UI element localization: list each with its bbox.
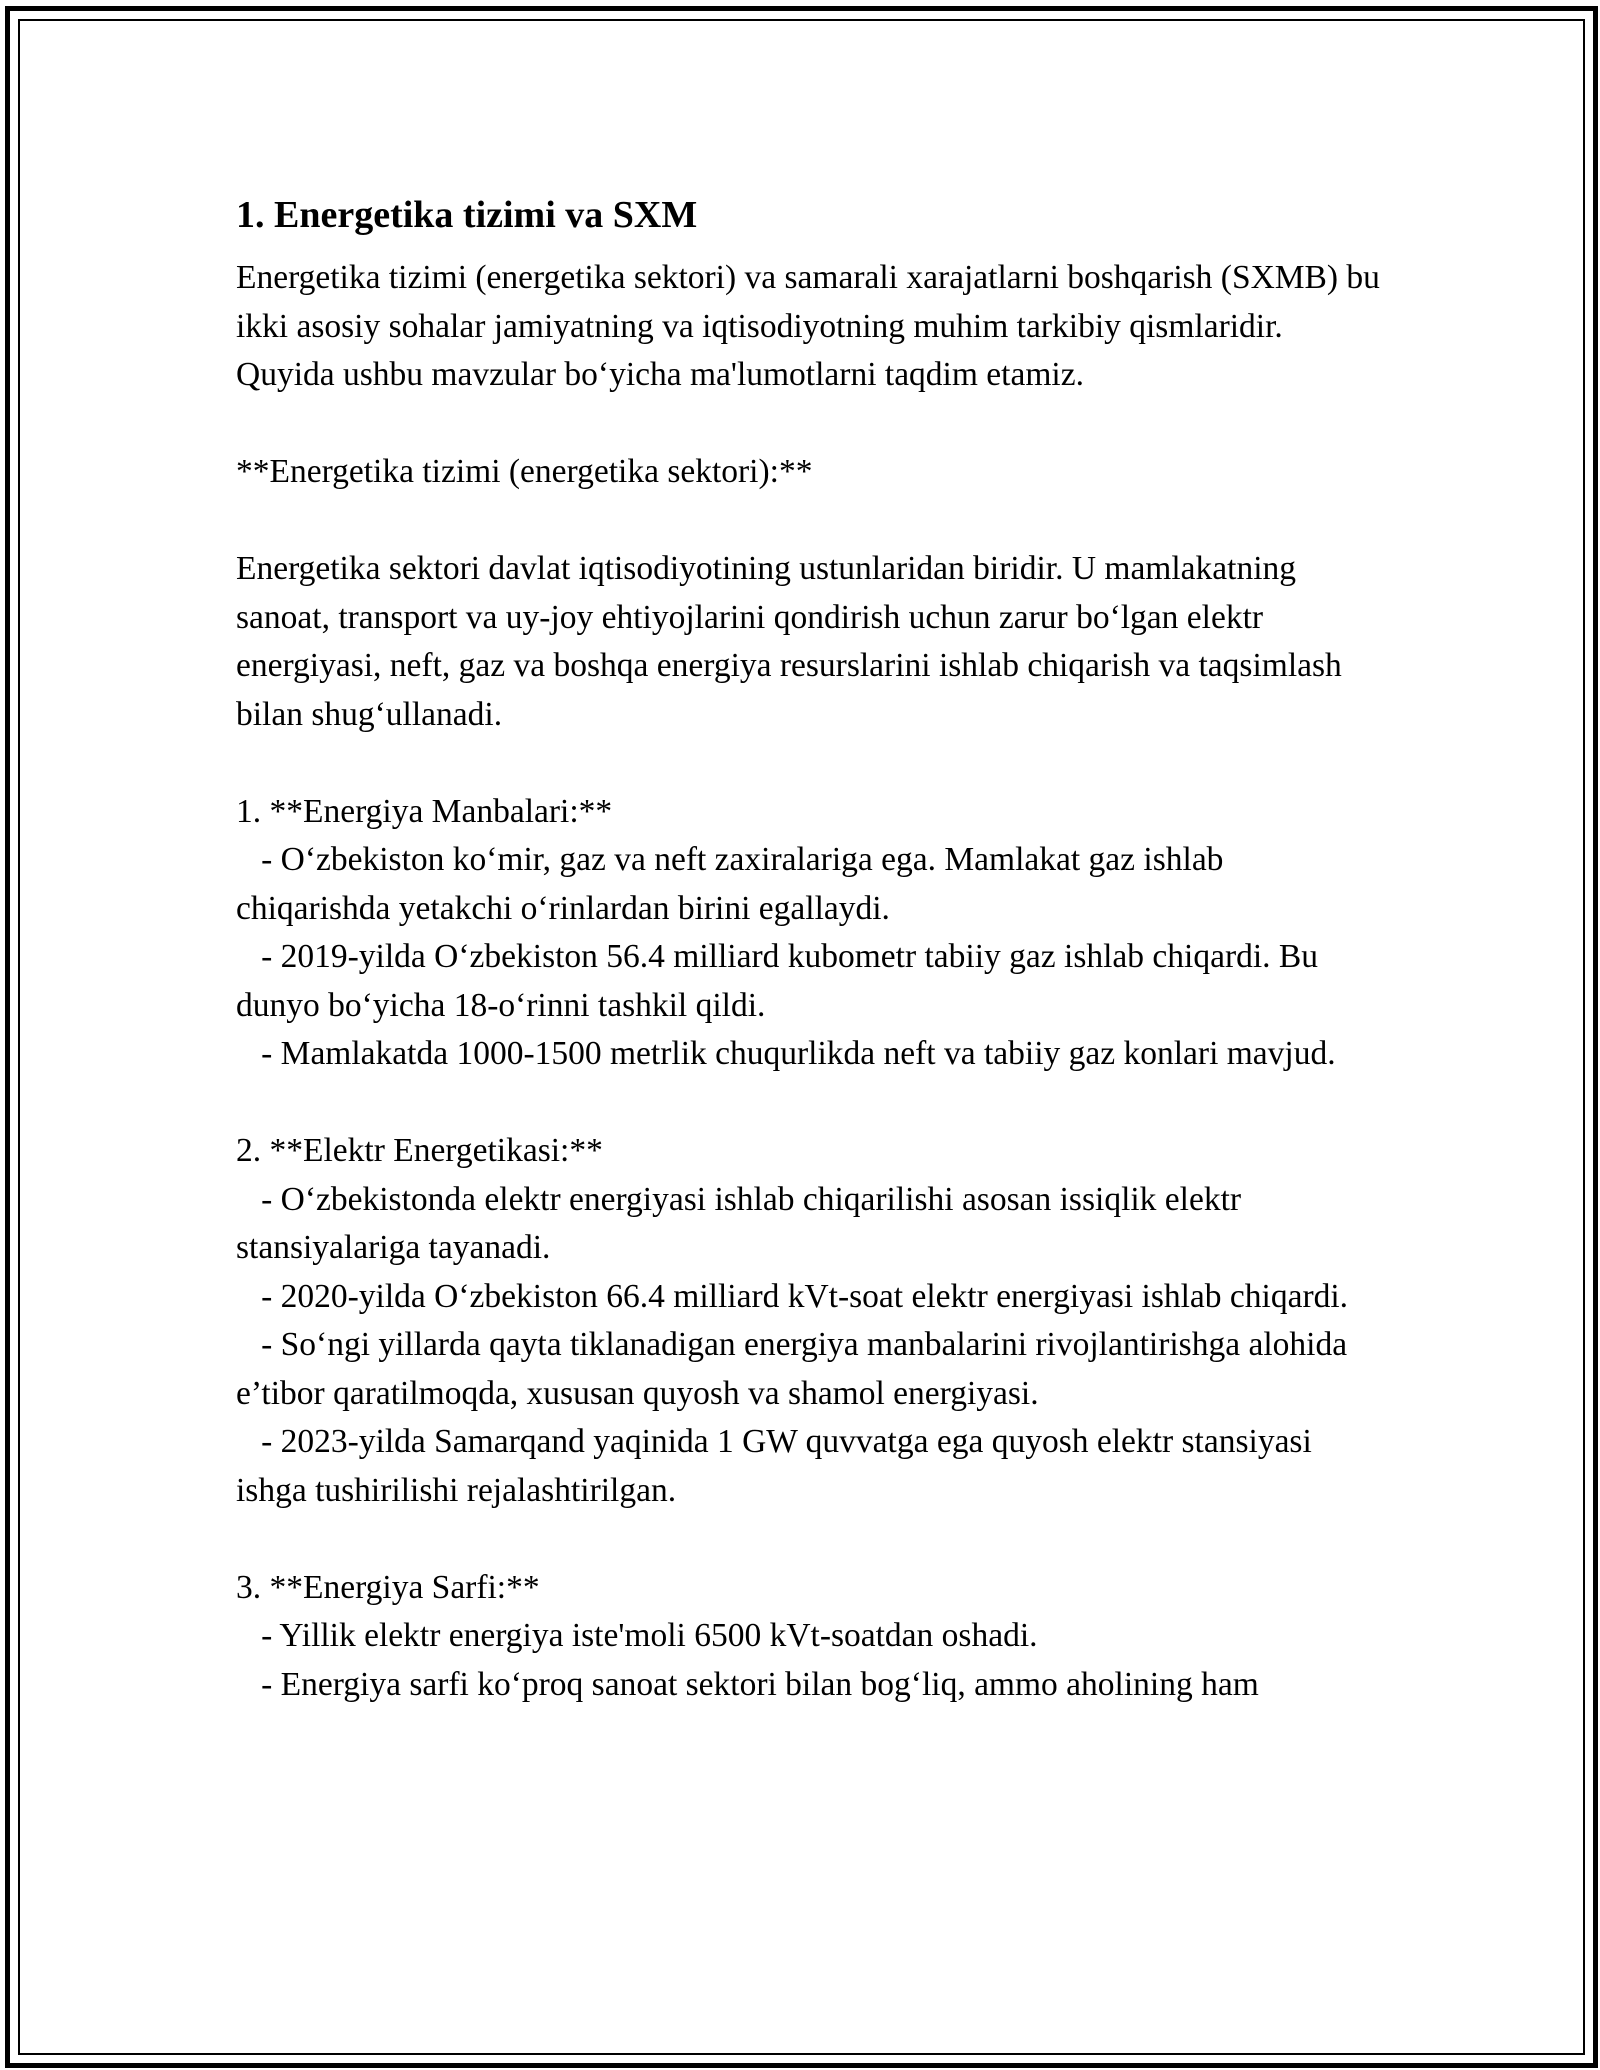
- intro-paragraph: Energetika tizimi (energetika sektori) va samarali xarajatlarni boshqarish (SXMB) bu ikki asosiy sohalar jamiyatning va iqtisodiyotning muhim tarkibiy qismlaridir. Quyida ushbu mavzular bo‘yicha ma'lumotlarni taqdim etamiz.: [236, 259, 1389, 393]
- section-heading: **Energetika tizimi (energetika sektori):**: [236, 453, 813, 490]
- list-item-energy-sources: [236, 788, 1386, 1079]
- paragraph-gap: [236, 1515, 1386, 1564]
- paragraph-gap: [236, 1079, 1386, 1128]
- document-body: [236, 190, 1389, 1709]
- bullet-line: - 2019-yilda O‘zbekiston 56.4 milliard kubometr tabiiy gaz ishlab chiqardi. Bu dunyo bo‘yicha 18-o‘rinni tashkil qildi.: [236, 938, 1327, 1024]
- list-item-heading: 2. **Elektr Energetikasi:**: [236, 1132, 603, 1169]
- paragraph-gap: [236, 739, 1386, 788]
- bullet-line: - Energiya sarfi ko‘proq sanoat sektori bilan bog‘liq, ammo aholining ham: [236, 1665, 1259, 1703]
- bullet-line: - O‘zbekistonda elektr energiyasi ishlab chiqarilishi asosan issiqlik elektr stansiyalariga tayanadi.: [236, 1180, 1250, 1266]
- bullet-line: - O‘zbekiston ko‘mir, gaz va neft zaxiralariga ega. Mamlakat gaz ishlab chiqarishda yetakchi o‘rinlardan birini egallaydi.: [236, 841, 1232, 927]
- list-item-heading: 1. **Energiya Manbalari:**: [236, 792, 613, 830]
- list-item-electric-power: [236, 1127, 1386, 1515]
- paragraph-gap: [236, 400, 1386, 449]
- bullet-line: - So‘ngi yillarda qayta tiklanadigan energiya manbalarini rivojlantirishga alohida e’tibor qaratilmoqda, xususan quyosh va shamol energiyasi.: [236, 1326, 1356, 1412]
- section-paragraph: Energetika sektori davlat iqtisodiyotining ustunlaridan biridir. U mamlakatning sanoat, transport va uy-joy ehtiyojlarini qondirish uchun zarur bo‘lgan elektr energiyasi, neft, gaz va boshqa energiya resurslarini ishlab chiqarish va taqsimlash bilan shug‘ullanadi.: [236, 550, 1351, 733]
- list-item-energy-consumption: [236, 1564, 1386, 1710]
- bullet-line: - Mamlakatda 1000-1500 metrlik chuqurlikda neft va tabiiy gaz konlari mavjud.: [236, 1035, 1336, 1072]
- paragraph-gap: [236, 497, 1386, 546]
- bullet-line: - Yillik elektr energiya iste'moli 6500 kVt-soatdan oshadi.: [236, 1617, 1038, 1654]
- list-item-heading: 3. **Energiya Sarfi:**: [236, 1568, 540, 1606]
- document-title: 1. Energetika tizimi va SXM: [236, 194, 698, 236]
- bullet-line: - 2023-yilda Samarqand yaqinida 1 GW quvvatga ega quyosh elektr stansiyasi ishga tushirilishi rejalashtirilgan.: [236, 1423, 1321, 1509]
- bullet-line: - 2020-yilda O‘zbekiston 66.4 milliard kVt-soat elektr energiyasi ishlab chiqardi.: [236, 1277, 1349, 1315]
